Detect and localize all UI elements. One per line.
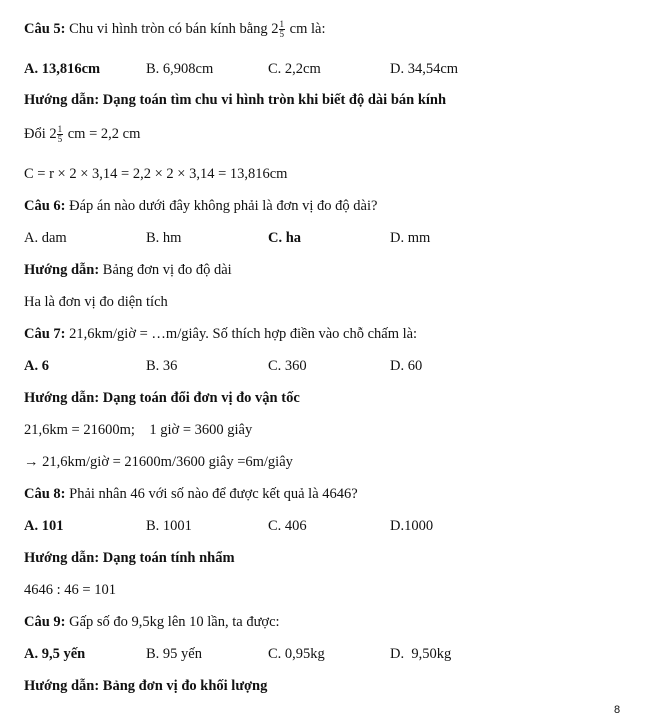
q7-option-c: C. 360 — [268, 358, 307, 374]
q9-option-c: C. 0,95kg — [268, 646, 325, 662]
q8-label: Câu 8: — [24, 486, 66, 502]
q9-option-a: A. 9,5 yến — [24, 646, 86, 662]
q9-guide-title: Bảng đơn vị đo khối lượng — [102, 678, 268, 694]
q8-question — [24, 485, 358, 503]
q8-option-b: B. 1001 — [146, 518, 192, 534]
q6-option-b: B. hm — [146, 230, 182, 246]
q7-step2: 21,6km/giờ = 21600m/3600 giây =6m/giây — [42, 454, 293, 470]
q9-text: Gấp số đo 9,5kg lên 10 lần, ta được: — [69, 614, 280, 630]
q5-text-after: cm là: — [286, 21, 326, 37]
q8-option-d: D.1000 — [390, 518, 434, 534]
q7-option-d: D. 60 — [390, 358, 423, 374]
q5-step1-frac-den: 5 — [57, 134, 63, 145]
q7-guide — [24, 389, 300, 407]
q5-question — [24, 20, 326, 39]
q6-question — [24, 197, 377, 215]
q5-step1 — [24, 125, 140, 144]
q7-guide-title: Dạng toán đổi đơn vị đo vận tốc — [102, 390, 300, 406]
q5-step1-after: cm = 2,2 cm — [64, 126, 141, 142]
q8-option-c: C. 406 — [268, 518, 307, 534]
q7-question — [24, 325, 417, 343]
q9-question — [24, 613, 280, 631]
q5-option-a: A. 13,816cm — [24, 61, 101, 77]
q7-label: Câu 7: — [24, 326, 66, 342]
q5-step1-before: Đổi 2 — [24, 126, 57, 142]
q5-frac-den: 5 — [279, 29, 285, 40]
q6-option-d: D. mm — [390, 230, 431, 246]
q9-guide — [24, 677, 267, 695]
q7-guide-label: Hướng dẫn: — [24, 390, 100, 406]
q5-fraction — [279, 20, 286, 39]
page-number: 8 — [614, 704, 621, 716]
q5-frac-num: 1 — [279, 19, 285, 30]
q7-step1: 21,6km = 21600m; 1 giờ = 3600 giây — [24, 422, 253, 438]
q6-label: Câu 6: — [24, 198, 66, 214]
q8-step1: 4646 : 46 = 101 — [24, 582, 116, 598]
q6-guide — [24, 261, 232, 279]
q7-text: 21,6km/giờ = …m/giây. Số thích hợp điền vào chỗ chấm là: — [69, 326, 418, 342]
q5-guide-label: Hướng dẫn: — [24, 92, 100, 108]
q8-option-a: A. 101 — [24, 518, 64, 534]
q7-step2-line — [24, 453, 293, 471]
q6-text: Đáp án nào dưới đây không phải là đơn vị đo độ dài? — [69, 198, 378, 214]
q6-guide-label: Hướng dẫn: — [24, 262, 100, 278]
q5-label: Câu 5: — [24, 21, 66, 37]
q8-guide — [24, 549, 235, 567]
q5-step1-frac-num: 1 — [57, 124, 63, 135]
q5-option-b: B. 6,908cm — [146, 61, 214, 77]
q5-option-c: C. 2,2cm — [268, 61, 321, 77]
q9-option-d: D. 9,50kg — [390, 646, 452, 662]
q7-option-a: A. 6 — [24, 358, 49, 374]
q6-guide-title: Bảng đơn vị đo độ dài — [102, 262, 232, 278]
q5-text-before: Chu vi hình tròn có bán kính bằng 2 — [69, 21, 279, 37]
q6-option-a: A. dam — [24, 230, 67, 246]
q9-label: Câu 9: — [24, 614, 66, 630]
q8-guide-label: Hướng dẫn: — [24, 550, 100, 566]
q5-step1-fraction — [57, 125, 64, 144]
arrow-icon: → — [24, 454, 39, 470]
q8-text: Phải nhân 46 với số nào để được kết quả là 4646? — [69, 486, 358, 502]
q5-option-d: D. 34,54cm — [390, 61, 459, 77]
q5-step2: C = r × 2 × 3,14 = 2,2 × 2 × 3,14 = 13,816cm — [24, 166, 288, 182]
q9-guide-label: Hướng dẫn: — [24, 678, 100, 694]
q8-guide-title: Dạng toán tính nhẩm — [102, 550, 235, 566]
q6-option-c: C. ha — [268, 230, 302, 246]
q9-option-b: B. 95 yến — [146, 646, 202, 662]
q6-step1: Ha là đơn vị đo diện tích — [24, 294, 168, 310]
q7-option-b: B. 36 — [146, 358, 178, 374]
q5-guide — [24, 91, 446, 109]
q5-guide-title: Dạng toán tìm chu vi hình tròn khi biết độ dài bán kính — [102, 92, 447, 108]
